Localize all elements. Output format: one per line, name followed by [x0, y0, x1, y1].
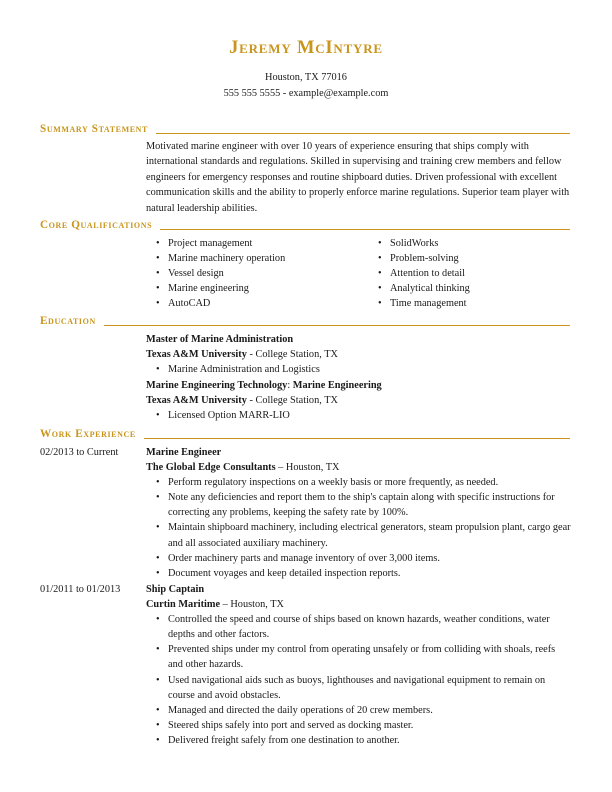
experience-title: Work Experience [40, 428, 136, 440]
candidate-name: Jeremy McIntyre [229, 38, 383, 58]
job-bullet: • Order machinery parts and manage inventory of over 3,000 items. [146, 551, 572, 566]
company-location: – Houston, TX [275, 462, 340, 474]
qualifications-title: Core Qualifications [40, 219, 153, 231]
contact-phone-email: 555 555 5555 - example@example.com [223, 88, 389, 99]
degree-title: Master of Marine Administration [146, 334, 294, 345]
qualification-item: • Problem-solving [368, 251, 470, 266]
education-heading [40, 314, 570, 328]
company-name: The Global Edge Consultants [146, 462, 276, 474]
contact-location: Houston, TX 77016 [265, 72, 347, 83]
job-bullet: • Steered ships safely into port and served as docking master. [146, 718, 572, 733]
job-bullet: • Document voyages and keep detailed inspection reports. [146, 566, 572, 581]
education-entry [146, 332, 576, 378]
job-bullets [146, 475, 572, 581]
education-title: Education [40, 315, 96, 327]
qualifications-heading [40, 218, 570, 232]
qualification-item: • Marine engineering [146, 281, 368, 296]
job-entry [40, 582, 572, 748]
degree-line [146, 378, 576, 393]
summary-text: Motivated marine engineer with over 10 years of experience ensuring that ships comply with international standards and regulations. Skilled in supervising and training crew members and fellow engineers for emergency responses and routine shipboard duties. Driven professional with excellent communication skills and the ability to properly enforce marine regulations. Superior team player with natural leadership abilities. [146, 141, 570, 214]
company-line [146, 460, 572, 475]
job-role: Marine Engineer [146, 447, 222, 458]
education-details [146, 408, 576, 423]
job-dates: 02/2013 to Current [40, 447, 119, 458]
qualification-item: • Time management [368, 296, 470, 311]
section-divider [156, 133, 570, 134]
job-bullet: • Controlled the speed and course of ships based on known hazards, weather conditions, water depths and other factors. [146, 612, 572, 642]
education-detail-item: • Licensed Option MARR-LIO [146, 408, 576, 423]
school-line [146, 393, 576, 408]
company-line [146, 597, 572, 612]
qualifications-column-2 [368, 236, 470, 311]
qualification-item: • Marine machinery operation [146, 251, 368, 266]
education-details [146, 362, 576, 377]
qualification-item: • Project management [146, 236, 368, 251]
job-bullet: • Perform regulatory inspections on a weekly basis or more frequently, as needed. [146, 475, 572, 490]
job-dates: 01/2011 to 01/2013 [40, 584, 121, 595]
section-divider [144, 438, 570, 439]
school-line [146, 347, 576, 362]
section-divider [160, 229, 570, 230]
experience-heading [40, 427, 570, 441]
company-location: – Houston, TX [220, 599, 284, 611]
qualification-item: • Attention to detail [368, 266, 470, 281]
degree-title: Marine Engineering Technology [146, 380, 288, 391]
company-name: Curtin Maritime [146, 599, 221, 611]
school-name: Texas A&M University [146, 349, 247, 361]
job-body [146, 582, 572, 748]
job-body [146, 445, 572, 581]
degree-field-separator: : [287, 380, 293, 391]
degree-field: Marine Engineering [292, 380, 382, 391]
summary-heading [40, 122, 570, 136]
job-entry [40, 445, 572, 581]
school-location: - College Station, TX [246, 349, 338, 361]
qualification-item: • AutoCAD [146, 296, 368, 311]
job-bullet: • Used navigational aids such as buoys, lighthouses and navigational equipment to remain on course and avoid obstacles. [146, 673, 572, 703]
qualification-item: • Vessel design [146, 266, 368, 281]
education-detail-item: • Marine Administration and Logistics [146, 362, 576, 377]
qualifications-column-1 [146, 236, 368, 311]
job-bullet: • Note any deficiencies and report them to the ship's captain along with specific instructions for correcting any problems, keeping the safety rate by 100%. [146, 490, 572, 520]
section-divider [104, 325, 570, 326]
job-bullet: • Managed and directed the daily operations of 20 crew members. [146, 703, 572, 718]
school-location: - College Station, TX [246, 395, 338, 407]
summary-title: Summary Statement [40, 123, 148, 135]
job-bullets [146, 612, 572, 748]
job-role: Ship Captain [146, 584, 205, 595]
school-name: Texas A&M University [146, 395, 247, 407]
qualifications-list [146, 236, 576, 311]
qualification-item: • SolidWorks [368, 236, 470, 251]
job-bullet: • Prevented ships under my control from operating unsafely or from colliding with shoals, reefs and other hazards. [146, 642, 572, 672]
education-entry [146, 378, 576, 424]
job-bullet: • Maintain shipboard machinery, including electrical generators, steam propulsion plant, cargo gear and all associated auxiliary machinery. [146, 520, 572, 550]
job-bullet: • Delivered freight safely from one destination to another. [146, 733, 572, 748]
qualification-item: • Analytical thinking [368, 281, 470, 296]
